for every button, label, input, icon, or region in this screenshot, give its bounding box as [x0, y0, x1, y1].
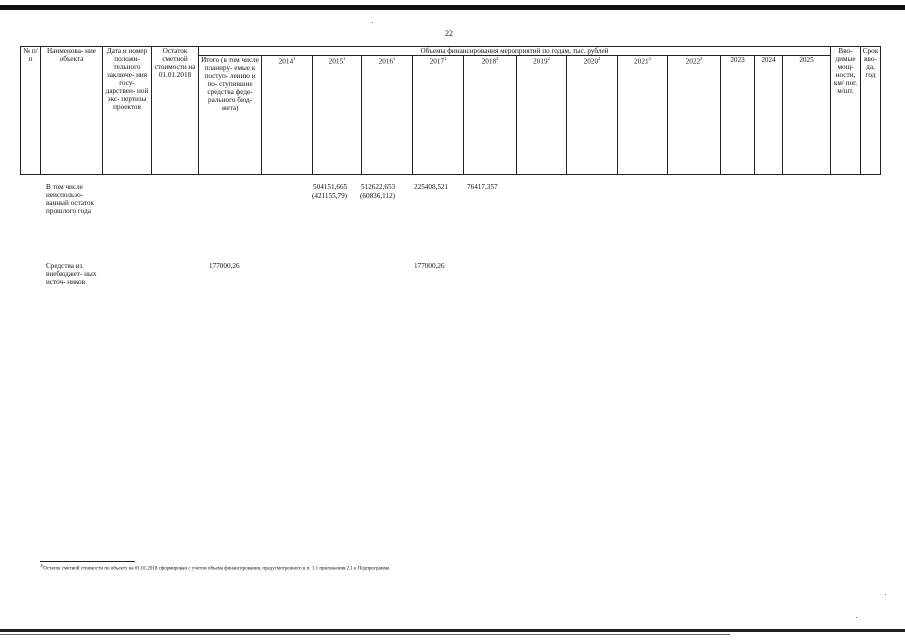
- row-unused-remainder-2015: 504151,665: [313, 183, 348, 191]
- header-expertise-date: Дата и номер положи- тельного заключе- ния госу- дарствен- ной экс- пертизы проектов: [103, 47, 152, 175]
- header-year-2017: 2017$^1$: [413, 56, 464, 175]
- header-year-2016: 2016$^1$: [362, 56, 413, 175]
- bottom-border-line: [0, 634, 730, 635]
- row-extrabudget-name: Средства из внебюджет- ных источ- ников: [46, 262, 97, 287]
- header-year-2019: 2019$^2$: [517, 56, 567, 175]
- header-remainder-cost: Остаток сметной стоимости на 01.01.2018: [152, 47, 199, 175]
- financing-table: [20, 46, 881, 175]
- footnote: [40, 563, 390, 572]
- header-total: Итого (в том числе планиру- емые к поступ- лению и по- ступившие средства феде- рального бюд- жета): [199, 56, 262, 175]
- scan-speck: [856, 617, 857, 618]
- header-year-2025: 2025: [783, 56, 831, 175]
- bottom-border-bar: [0, 629, 905, 632]
- row-extrabudget-2017: 177000,26: [414, 262, 445, 270]
- footnote-separator: [40, 561, 135, 562]
- row-unused-remainder-2016-note: (60836,112): [360, 192, 396, 200]
- row-unused-remainder-2016: 512622,653: [361, 183, 396, 191]
- header-year-2015: 2015$^1$: [313, 56, 362, 175]
- header-year-2024: 2024: [755, 56, 783, 175]
- top-border-bar: [0, 5, 905, 10]
- page-number: 22: [445, 29, 453, 38]
- header-capacity: Вво- димые мощ- ности, км/ пог. м/шт.: [831, 47, 861, 175]
- header-year-2021: 2021$^2$: [618, 56, 668, 175]
- header-year-2014: 2014$^1$: [262, 56, 313, 175]
- header-object-name: Наименова- ние объекта: [41, 47, 103, 175]
- scan-speck: [885, 594, 886, 595]
- financing-table-container: [20, 46, 881, 175]
- header-year-2018: 2018$^2$: [464, 56, 517, 175]
- scan-speck: [372, 22, 373, 23]
- header-num: № п/п: [21, 47, 41, 175]
- header-financing-group: Объемы финансирования мероприятий по годам, тыс. рублей: [199, 47, 831, 56]
- footnote-mark: 3): [40, 563, 44, 568]
- row-unused-remainder-2015-note: (421155,79): [312, 192, 348, 200]
- header-year-2023: 2023: [721, 56, 755, 175]
- header-year-2022: 2022$^2$: [668, 56, 721, 175]
- row-unused-remainder-2018: 76417,357: [467, 183, 498, 191]
- row-extrabudget-total: 177000,26: [209, 262, 240, 270]
- header-year-2020: 2020$^2$: [567, 56, 618, 175]
- row-unused-remainder-2017: 225408,521: [414, 183, 449, 191]
- footnote-text: Остаток сметной стоимости по объекту на 01.01.2018 сформирован с учетом объема финансирования, предусмотренного в п. 1.1 приложения 2.1 к Подпрограмме.: [43, 566, 391, 572]
- row-unused-remainder-name: В том числе неиспользо- ванный остаток прошлого года: [46, 183, 94, 216]
- header-deadline: Срок вво- да, год: [861, 47, 881, 175]
